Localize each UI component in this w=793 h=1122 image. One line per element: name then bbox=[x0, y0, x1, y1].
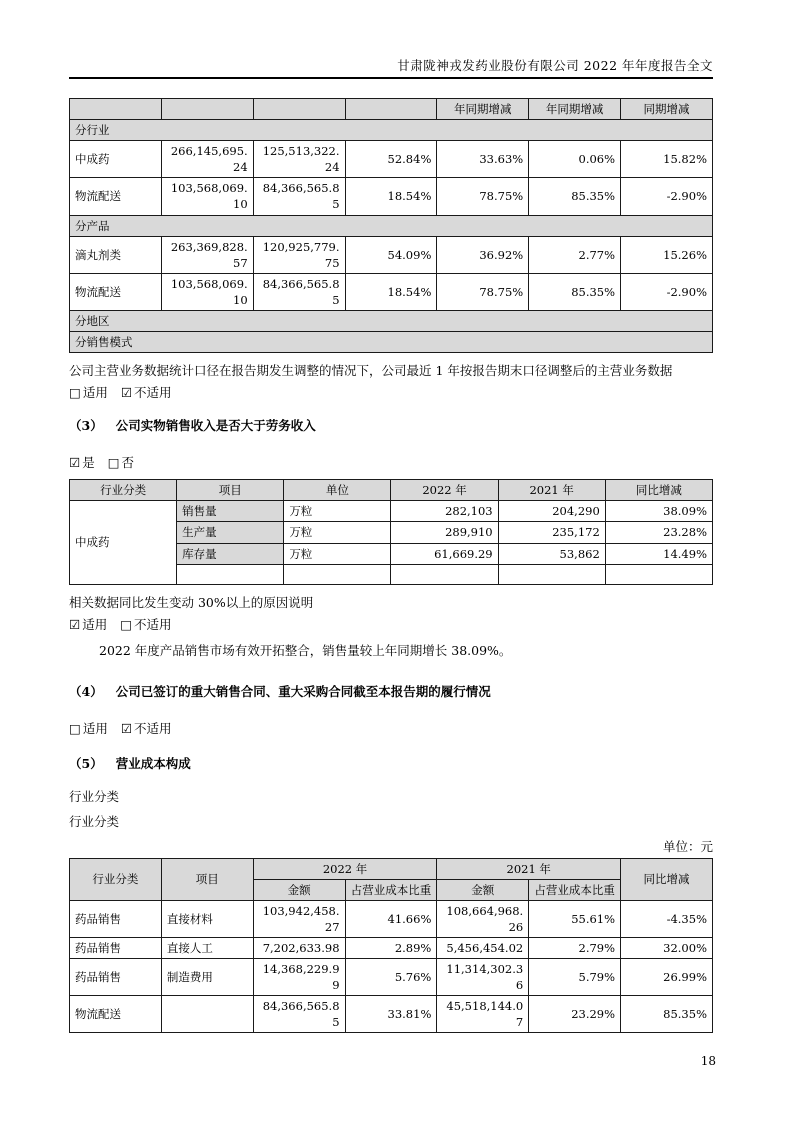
option-label: 否 bbox=[121, 455, 135, 471]
document-header-title: 甘肃陇神戎发药业股份有限公司 2022 年年度报告全文 bbox=[397, 58, 713, 73]
item-cell: 销售量 bbox=[177, 501, 284, 522]
page-number: 18 bbox=[700, 1054, 716, 1068]
table-header-row bbox=[70, 99, 713, 120]
cell: -4.35% bbox=[621, 900, 713, 937]
operating-cost-table bbox=[69, 858, 713, 1034]
header-cell-2021: 2021 年 bbox=[437, 858, 621, 879]
section-row-industry bbox=[70, 120, 713, 141]
page-content bbox=[69, 57, 713, 1033]
cell: 32.00% bbox=[621, 937, 713, 958]
option-label: 适用 bbox=[82, 616, 108, 632]
cell: 15.26% bbox=[621, 236, 713, 273]
cell: 85.35% bbox=[621, 996, 713, 1033]
heading-5 bbox=[69, 755, 713, 772]
cell: 235,172 bbox=[498, 522, 605, 543]
header-cell: 2022 年 bbox=[391, 480, 498, 501]
header-cell: 项目 bbox=[177, 480, 284, 501]
cell: 0.06% bbox=[529, 141, 621, 178]
section-row-sales-mode bbox=[70, 332, 713, 353]
cell: 289,910 bbox=[391, 522, 498, 543]
header-cell: 同期增减 bbox=[621, 99, 713, 120]
yes-no-row bbox=[69, 454, 713, 471]
heading-4 bbox=[69, 683, 713, 700]
cell: 282,103 bbox=[391, 501, 498, 522]
heading-text: 营业成本构成 bbox=[115, 755, 191, 771]
option-applicable bbox=[69, 721, 108, 736]
cell: 84,366,565.85 bbox=[253, 178, 345, 215]
change-reason-note: 相关数据同比发生变动 30%以上的原因说明 bbox=[69, 594, 314, 610]
sales-growth-note: 2022 年度产品销售市场有效开拓整合，销售量较上年同期增长 38.09%。 bbox=[99, 642, 512, 658]
checkbox-unchecked-icon: □ bbox=[120, 616, 133, 632]
row-label: 药品销售 bbox=[70, 937, 162, 958]
table-row bbox=[70, 959, 713, 996]
header-cell bbox=[345, 99, 437, 120]
applicability-row-2 bbox=[69, 616, 713, 633]
cell: 103,568,069.10 bbox=[161, 178, 253, 215]
option-label: 是 bbox=[82, 455, 95, 471]
table-row bbox=[70, 900, 713, 937]
unit-note: 单位：元 bbox=[662, 838, 713, 854]
heading-number: （3） bbox=[69, 418, 103, 434]
header-cell: 行业分类 bbox=[70, 480, 177, 501]
cell: 7,202,633.98 bbox=[253, 937, 345, 958]
empty-cell bbox=[498, 564, 605, 584]
section-label: 分行业 bbox=[70, 120, 713, 141]
cell: 85.35% bbox=[529, 273, 621, 310]
cell: 18.54% bbox=[345, 178, 437, 215]
header-cell bbox=[253, 99, 345, 120]
cell: 204,290 bbox=[498, 501, 605, 522]
cell: 125,513,322.24 bbox=[253, 141, 345, 178]
header-cell-2022: 2022 年 bbox=[253, 858, 437, 879]
unit-cell: 万粒 bbox=[284, 501, 391, 522]
table-row bbox=[70, 996, 713, 1033]
cell: 26.99% bbox=[621, 959, 713, 996]
cell: 84,366,565.85 bbox=[253, 996, 345, 1033]
section-label: 分销售模式 bbox=[70, 332, 713, 353]
section-row-region bbox=[70, 311, 713, 332]
heading-text: 公司已签订的重大销售合同、重大采购合同截至本报告期的履行情况 bbox=[115, 683, 491, 699]
cell: 266,145,695.24 bbox=[161, 141, 253, 178]
adjustment-note: 公司主营业务数据统计口径在报告期发生调整的情况下，公司最近 1 年按报告期末口径调整后的主营业务数据 bbox=[69, 363, 673, 379]
option-yes bbox=[69, 455, 95, 470]
cell: 61,669.29 bbox=[391, 543, 498, 564]
row-label: 药品销售 bbox=[70, 900, 162, 937]
empty-cell bbox=[177, 564, 284, 584]
option-not-applicable bbox=[121, 385, 172, 400]
empty-cell bbox=[391, 564, 498, 584]
cell: 2.79% bbox=[529, 937, 621, 958]
cell: 2.89% bbox=[345, 937, 437, 958]
cell: 18.54% bbox=[345, 273, 437, 310]
header-cell: 年同期增减 bbox=[437, 99, 529, 120]
cell: 5,456,454.02 bbox=[437, 937, 529, 958]
cell: 14,368,229.99 bbox=[253, 959, 345, 996]
option-label: 不适用 bbox=[134, 616, 172, 632]
item-cell: 直接人工 bbox=[161, 937, 253, 958]
row-label: 中成药 bbox=[70, 141, 162, 178]
heading-number: （4） bbox=[69, 683, 103, 699]
cell: 78.75% bbox=[437, 273, 529, 310]
option-no bbox=[108, 455, 134, 470]
unit-cell: 万粒 bbox=[284, 543, 391, 564]
section-row-product bbox=[70, 215, 713, 236]
cell: 5.76% bbox=[345, 959, 437, 996]
header-cell: 同比增减 bbox=[605, 480, 712, 501]
table-row bbox=[70, 937, 713, 958]
cell: 54.09% bbox=[345, 236, 437, 273]
cell: -2.90% bbox=[621, 273, 713, 310]
item-cell bbox=[161, 996, 253, 1033]
table-row bbox=[70, 273, 713, 310]
checkbox-checked-icon: ☑ bbox=[69, 455, 81, 471]
subheader-cell: 占营业成本比重 bbox=[345, 879, 437, 900]
table-header-row bbox=[70, 480, 713, 501]
subheader-cell: 占营业成本比重 bbox=[529, 879, 621, 900]
cell: 53,862 bbox=[498, 543, 605, 564]
option-not-applicable bbox=[120, 617, 171, 632]
table-row bbox=[70, 141, 713, 178]
cell: 120,925,779.75 bbox=[253, 236, 345, 273]
checkbox-checked-icon: ☑ bbox=[120, 720, 133, 736]
cell: 103,942,458.27 bbox=[253, 900, 345, 937]
subheader-cell: 金额 bbox=[253, 879, 345, 900]
row-label: 药品销售 bbox=[70, 959, 162, 996]
industry-classification-label: 行业分类 bbox=[69, 788, 120, 804]
row-label: 物流配送 bbox=[70, 996, 162, 1033]
applicability-row-1 bbox=[69, 384, 713, 401]
header-cell: 年同期增减 bbox=[529, 99, 621, 120]
header-cell bbox=[161, 99, 253, 120]
table-row bbox=[70, 178, 713, 215]
cell: 23.29% bbox=[529, 996, 621, 1033]
cell: 85.35% bbox=[529, 178, 621, 215]
header-cell: 项目 bbox=[161, 858, 253, 900]
header-cell bbox=[70, 99, 162, 120]
checkbox-unchecked-icon: □ bbox=[69, 385, 81, 401]
cell: 11,314,302.36 bbox=[437, 959, 529, 996]
cell: 103,568,069.10 bbox=[161, 273, 253, 310]
header-cell: 2021 年 bbox=[498, 480, 605, 501]
row-label: 物流配送 bbox=[70, 273, 162, 310]
header-cell: 同比增减 bbox=[621, 858, 713, 900]
empty-cell bbox=[284, 564, 391, 584]
row-label: 滴丸剂类 bbox=[70, 236, 162, 273]
cell: 78.75% bbox=[437, 178, 529, 215]
row-label: 物流配送 bbox=[70, 178, 162, 215]
cell: 2.77% bbox=[529, 236, 621, 273]
cell: 263,369,828.57 bbox=[161, 236, 253, 273]
cell: 84,366,565.85 bbox=[253, 273, 345, 310]
header-cell: 行业分类 bbox=[70, 858, 162, 900]
item-cell: 直接材料 bbox=[161, 900, 253, 937]
checkbox-unchecked-icon: □ bbox=[107, 455, 120, 471]
option-label: 不适用 bbox=[134, 720, 172, 736]
section-label: 分产品 bbox=[70, 215, 713, 236]
heading-3 bbox=[69, 417, 713, 434]
cell: 23.28% bbox=[605, 522, 712, 543]
cell: 36.92% bbox=[437, 236, 529, 273]
cell: 14.49% bbox=[605, 543, 712, 564]
cell: 33.81% bbox=[345, 996, 437, 1033]
option-label: 适用 bbox=[82, 385, 108, 401]
item-cell: 制造费用 bbox=[161, 959, 253, 996]
unit-cell: 万粒 bbox=[284, 522, 391, 543]
main-business-breakdown-table bbox=[69, 98, 713, 353]
cell: 5.79% bbox=[529, 959, 621, 996]
table-row bbox=[70, 501, 713, 522]
checkbox-checked-icon: ☑ bbox=[120, 385, 133, 401]
industry-classification-label: 行业分类 bbox=[69, 813, 120, 829]
applicability-row-3 bbox=[69, 720, 713, 737]
cell: 108,664,968.26 bbox=[437, 900, 529, 937]
heading-text: 公司实物销售收入是否大于劳务收入 bbox=[115, 418, 316, 434]
physical-sales-table bbox=[69, 479, 713, 584]
option-applicable bbox=[69, 617, 107, 632]
section-label: 分地区 bbox=[70, 311, 713, 332]
item-cell: 库存量 bbox=[177, 543, 284, 564]
heading-number: （5） bbox=[69, 755, 103, 771]
industry-label: 中成药 bbox=[70, 501, 177, 584]
subheader-cell: 金额 bbox=[437, 879, 529, 900]
cell: 45,518,144.07 bbox=[437, 996, 529, 1033]
cell: -2.90% bbox=[621, 178, 713, 215]
table-header-row bbox=[70, 858, 713, 879]
cell: 55.61% bbox=[529, 900, 621, 937]
header-cell: 单位 bbox=[284, 480, 391, 501]
option-not-applicable bbox=[121, 721, 172, 736]
table-row bbox=[70, 236, 713, 273]
option-label: 不适用 bbox=[134, 385, 172, 401]
cell: 38.09% bbox=[605, 501, 712, 522]
empty-cell bbox=[605, 564, 712, 584]
cell: 33.63% bbox=[437, 141, 529, 178]
cell: 15.82% bbox=[621, 141, 713, 178]
option-applicable bbox=[69, 385, 108, 400]
cell: 41.66% bbox=[345, 900, 437, 937]
cell: 52.84% bbox=[345, 141, 437, 178]
checkbox-checked-icon: ☑ bbox=[69, 616, 81, 632]
checkbox-unchecked-icon: □ bbox=[69, 720, 81, 736]
option-label: 适用 bbox=[82, 720, 108, 736]
header-rule bbox=[69, 77, 713, 79]
item-cell: 生产量 bbox=[177, 522, 284, 543]
